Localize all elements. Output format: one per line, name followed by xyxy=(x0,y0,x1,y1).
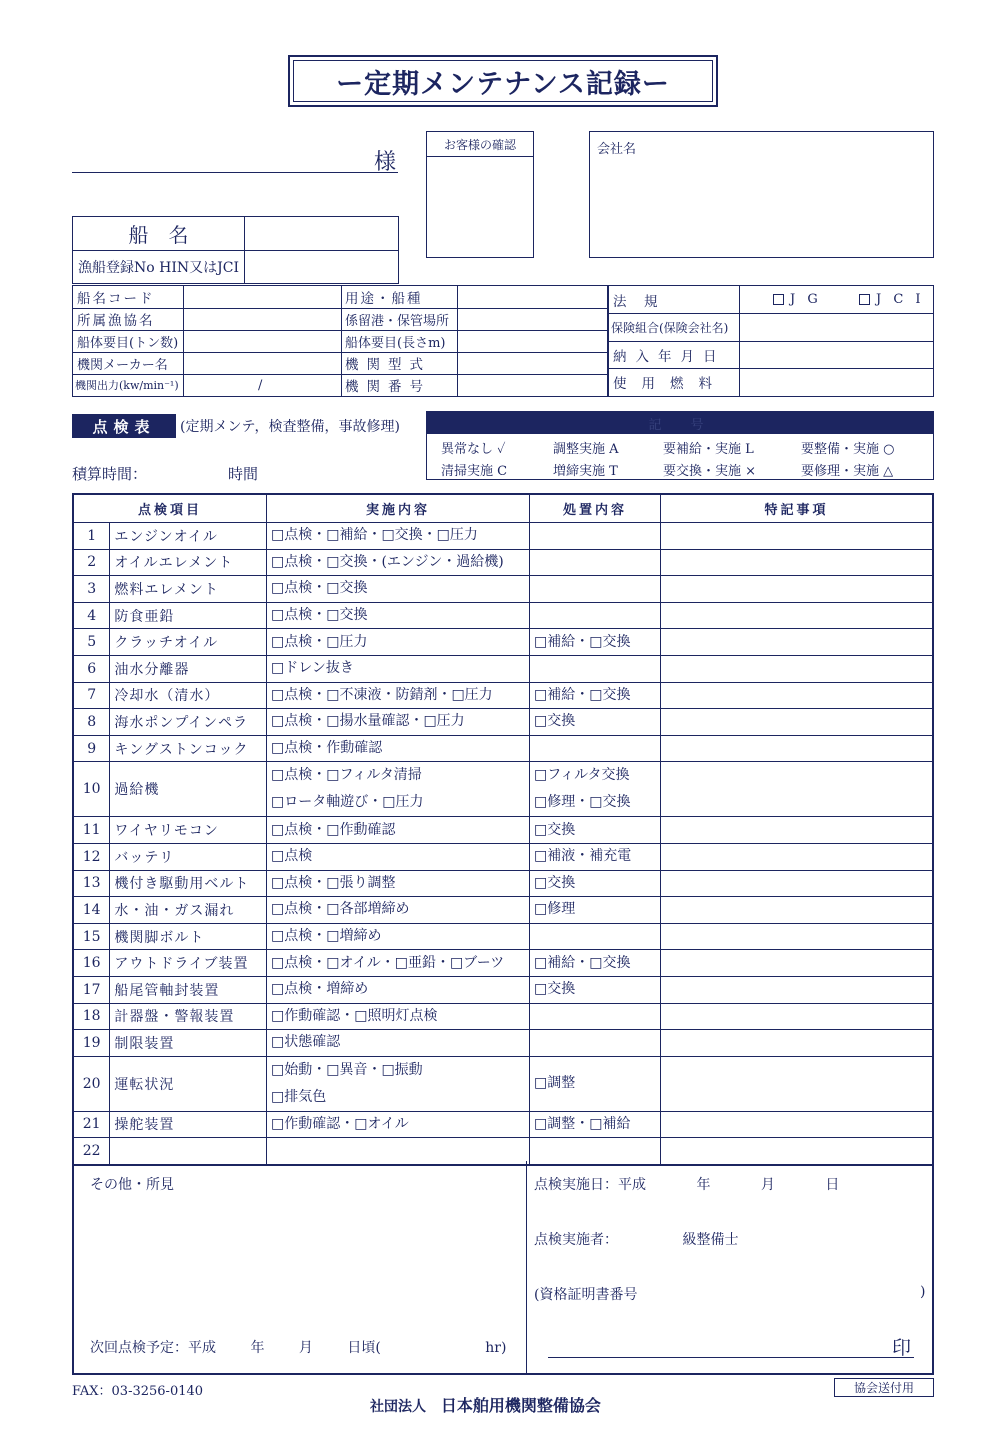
law-jg-option[interactable] xyxy=(773,286,822,313)
action-content[interactable] xyxy=(530,735,661,762)
action-line[interactable]: □補給・□交換 xyxy=(534,633,631,650)
legend-refill: 要補給・実施 L xyxy=(663,442,754,457)
work-content[interactable] xyxy=(267,1030,530,1057)
vessel-name-label: 船 名 xyxy=(73,217,245,251)
action-content[interactable] xyxy=(530,629,661,656)
inspection-item: 運転状況 xyxy=(110,1056,267,1111)
row-number: 5 xyxy=(73,629,110,656)
work-content[interactable] xyxy=(267,549,530,576)
work-line[interactable]: □点検・□交換・(エンジン・過給機) xyxy=(271,553,504,570)
legend-clean: 清掃実施 C xyxy=(441,464,508,479)
table-row xyxy=(73,576,933,603)
action-content[interactable] xyxy=(530,1003,661,1030)
customer-name-field[interactable] xyxy=(72,140,398,173)
company-box[interactable] xyxy=(589,131,934,258)
work-line[interactable]: □点検・□不凍液・防錆剤・□圧力 xyxy=(271,686,493,703)
notes-field[interactable] xyxy=(661,655,934,682)
inspection-item: 燃料エレメント xyxy=(110,576,267,603)
row-number: 12 xyxy=(73,843,110,870)
table-row xyxy=(73,523,933,550)
registration-label: 漁船登録No HIN又はJCI xyxy=(73,251,245,283)
notes-field[interactable] xyxy=(661,897,934,924)
delivery-date-field[interactable] xyxy=(740,341,933,368)
ship-code-label: 船名コード xyxy=(77,291,155,307)
legend-service: 要整備・実施 ○ xyxy=(801,442,895,457)
table-row xyxy=(73,870,933,897)
row-number: 18 xyxy=(73,1003,110,1030)
title-frame xyxy=(288,55,718,107)
action-content[interactable] xyxy=(530,709,661,736)
work-content[interactable] xyxy=(267,870,530,897)
table-row xyxy=(73,1111,933,1138)
date-month-label: 月 xyxy=(760,1177,775,1193)
work-line[interactable]: □点検・□圧力 xyxy=(271,633,368,650)
inspection-item: 船尾管軸封装置 xyxy=(110,976,267,1003)
action-line[interactable]: □修理 xyxy=(534,901,576,918)
work-content[interactable] xyxy=(267,923,530,950)
work-line[interactable]: □点検・□張り調整 xyxy=(271,874,396,891)
inspection-item: ワイヤリモコン xyxy=(110,817,267,844)
action-content[interactable] xyxy=(530,576,661,603)
col-item-header: 点検項目 xyxy=(73,494,267,523)
page-title: ー定期メンテナンス記録ー xyxy=(293,60,713,102)
fuel-field[interactable] xyxy=(740,368,933,396)
action-line[interactable]: □交換 xyxy=(534,713,576,730)
action-content[interactable] xyxy=(530,843,661,870)
work-content[interactable] xyxy=(267,523,530,550)
row-number: 13 xyxy=(73,870,110,897)
notes-field[interactable] xyxy=(661,523,934,550)
row-number: 22 xyxy=(73,1138,110,1165)
work-content[interactable] xyxy=(267,1111,530,1138)
action-content[interactable] xyxy=(530,655,661,682)
inspection-item: 操舵装置 xyxy=(110,1111,267,1138)
inspection-item: 防食亜鉛 xyxy=(110,602,267,629)
inspection-item: 油水分離器 xyxy=(110,655,267,682)
notes-field[interactable] xyxy=(661,735,934,762)
fuel-label: 使用燃料 xyxy=(613,376,727,392)
next-day-label: 日頃( xyxy=(347,1340,381,1356)
legend-ok: 異常なし ✓ xyxy=(441,442,506,457)
inspection-item: クラッチオイル xyxy=(110,629,267,656)
table-row xyxy=(73,735,933,762)
table-row xyxy=(73,602,933,629)
work-line[interactable]: □状態確認 xyxy=(271,1034,341,1051)
length-label: 船体要目(長さm) xyxy=(345,335,446,351)
tonnage-field[interactable] xyxy=(184,330,341,352)
action-line[interactable]: □交換 xyxy=(534,821,576,838)
legend-row-2 xyxy=(427,457,933,479)
col-notes-header: 特記事項 xyxy=(661,494,934,523)
engine-output-field[interactable] xyxy=(184,374,341,396)
col-work-header: 実施内容 xyxy=(267,494,530,523)
work-line[interactable]: □点検 xyxy=(271,848,313,865)
row-number: 14 xyxy=(73,897,110,924)
work-content[interactable] xyxy=(267,735,530,762)
legend-box xyxy=(426,411,934,480)
work-content[interactable] xyxy=(267,1056,530,1111)
delivery-date-label: 納入年月日 xyxy=(613,348,726,365)
inspector-grade: 級整備士 xyxy=(682,1232,739,1248)
work-line[interactable]: □点検・□揚水量確認・□圧力 xyxy=(271,713,465,730)
next-hr-label: hr) xyxy=(485,1340,507,1356)
work-line[interactable]: □点検・□作動確認 xyxy=(271,821,396,838)
length-field[interactable] xyxy=(458,330,606,352)
work-line[interactable]: □点検・□オイル・□亜鉛・□ブーツ xyxy=(271,954,505,971)
next-inspection-label: 次回点検予定：平成 xyxy=(90,1340,216,1356)
law-jg-label: J G xyxy=(790,292,822,307)
action-content[interactable] xyxy=(530,602,661,629)
notes-field[interactable] xyxy=(661,1111,934,1138)
work-content[interactable] xyxy=(267,950,530,977)
inspection-item: エンジンオイル xyxy=(110,523,267,550)
inspection-date-label: 点検実施日：平成 xyxy=(534,1177,646,1193)
notes-field[interactable] xyxy=(661,629,934,656)
notes-field[interactable] xyxy=(661,709,934,736)
info-grid xyxy=(72,285,934,397)
port-field[interactable] xyxy=(458,308,606,330)
inspection-item: キングストンコック xyxy=(110,735,267,762)
engine-number-label: 機関番号 xyxy=(345,379,431,395)
table-row xyxy=(73,1030,933,1057)
legend-replace: 要交換・実施 × xyxy=(663,464,757,479)
table-row xyxy=(73,1003,933,1030)
action-line[interactable]: □フィルタ交換 xyxy=(534,767,630,784)
inspection-body xyxy=(73,523,933,1165)
inspector-label: 点検実施者： xyxy=(534,1232,618,1248)
work-line[interactable]: □始動・□異音・□振動 xyxy=(271,1061,423,1078)
next-month-label: 月 xyxy=(298,1340,313,1356)
action-content[interactable] xyxy=(530,762,661,817)
ship-code-field[interactable] xyxy=(184,286,341,308)
row-number: 16 xyxy=(73,950,110,977)
hours-unit: 時間 xyxy=(228,465,259,483)
engine-model-label: 機関型式 xyxy=(345,357,431,373)
remarks-field[interactable] xyxy=(84,1197,514,1327)
hours-field[interactable] xyxy=(150,460,224,482)
port-label: 係留港・保管場所 xyxy=(345,313,450,329)
table-row xyxy=(73,709,933,736)
row-number: 9 xyxy=(73,735,110,762)
legend-row-1 xyxy=(427,434,933,457)
inspection-table xyxy=(72,493,934,1166)
action-content[interactable] xyxy=(530,523,661,550)
inspection-item: 海水ポンプインペラ xyxy=(110,709,267,736)
table-row xyxy=(73,682,933,709)
insurance-label: 保険組合(保険会社名) xyxy=(611,320,729,335)
notes-field[interactable] xyxy=(661,976,934,1003)
table-row xyxy=(73,762,933,817)
action-line[interactable]: □交換 xyxy=(534,981,576,998)
work-content[interactable] xyxy=(267,843,530,870)
next-inspection-line xyxy=(90,1337,506,1357)
table-row xyxy=(73,923,933,950)
tonnage-label: 船体要目(トン数) xyxy=(77,335,179,351)
action-content[interactable] xyxy=(530,897,661,924)
work-line[interactable]: □点検・□増締め xyxy=(271,928,382,945)
action-line[interactable]: □補給・□交換 xyxy=(534,954,631,971)
action-line[interactable]: □補給・□交換 xyxy=(534,686,631,703)
cooperative-label: 所属漁協名 xyxy=(77,313,155,329)
table-row xyxy=(73,897,933,924)
inspection-item: バッテリ xyxy=(110,843,267,870)
notes-field[interactable] xyxy=(661,817,934,844)
notes-field[interactable] xyxy=(661,843,934,870)
law-jci-option[interactable] xyxy=(859,286,925,313)
law-jg-checkbox[interactable] xyxy=(773,294,784,305)
row-number: 2 xyxy=(73,549,110,576)
row-number: 7 xyxy=(73,682,110,709)
inspection-item: 機関脚ボルト xyxy=(110,923,267,950)
action-content[interactable] xyxy=(530,870,661,897)
work-content[interactable] xyxy=(267,682,530,709)
work-content[interactable] xyxy=(267,817,530,844)
table-row xyxy=(73,976,933,1003)
law-label: 法 規 xyxy=(613,293,660,310)
action-line[interactable]: □交換 xyxy=(534,874,576,891)
work-line[interactable]: □ロータ軸遊び・□圧力 xyxy=(271,794,424,811)
hours-label: 積算時間： xyxy=(72,465,148,483)
table-row xyxy=(73,655,933,682)
work-line[interactable]: □排気色 xyxy=(271,1088,327,1105)
notes-field[interactable] xyxy=(661,549,934,576)
legend-title: 記 号 xyxy=(427,412,933,434)
row-number: 17 xyxy=(73,976,110,1003)
notes-field[interactable] xyxy=(661,682,934,709)
action-content[interactable] xyxy=(530,950,661,977)
action-content[interactable] xyxy=(530,1111,661,1138)
action-content[interactable] xyxy=(530,549,661,576)
notes-field[interactable] xyxy=(661,870,934,897)
notes-field[interactable] xyxy=(661,602,934,629)
footer-box xyxy=(72,1161,934,1375)
law-jci-checkbox[interactable] xyxy=(859,294,870,305)
action-line[interactable]: □調整 xyxy=(534,1075,576,1092)
work-line[interactable]: □点検・作動確認 xyxy=(271,740,383,757)
inspection-item: 水・油・ガス漏れ xyxy=(110,897,267,924)
work-line[interactable]: □点検・□交換 xyxy=(271,607,368,624)
action-line[interactable]: □調整・□補給 xyxy=(534,1115,631,1132)
remarks-label: その他・所見 xyxy=(90,1177,174,1193)
inspection-item: 計器盤・警報装置 xyxy=(110,1003,267,1030)
registration-field[interactable] xyxy=(245,251,398,283)
work-line[interactable]: □点検・□各部増締め xyxy=(271,901,410,918)
row-number: 8 xyxy=(73,709,110,736)
row-number: 1 xyxy=(73,523,110,550)
notes-field[interactable] xyxy=(661,950,934,977)
notes-field[interactable] xyxy=(661,576,934,603)
row-number: 20 xyxy=(73,1056,110,1111)
table-row xyxy=(73,817,933,844)
work-content[interactable] xyxy=(267,976,530,1003)
row-number: 3 xyxy=(73,576,110,603)
next-year-label: 年 xyxy=(250,1340,265,1356)
inspection-item: アウトドライブ装置 xyxy=(110,950,267,977)
inspection-item: オイルエレメント xyxy=(110,549,267,576)
vessel-name-field[interactable] xyxy=(245,217,398,251)
inspection-heading: 点検表 xyxy=(72,414,176,438)
cooperative-field[interactable] xyxy=(184,308,341,330)
association-copy-box: 協会送付用 xyxy=(834,1378,934,1397)
signature-line[interactable] xyxy=(548,1321,914,1358)
action-content[interactable] xyxy=(530,1030,661,1057)
insurance-field[interactable] xyxy=(740,313,933,341)
certificate-close: ) xyxy=(920,1284,926,1300)
notes-field[interactable] xyxy=(661,1003,934,1030)
output-separator: / xyxy=(258,377,263,393)
usage-field[interactable] xyxy=(458,286,606,308)
notes-field[interactable] xyxy=(661,923,934,950)
inspection-date-line xyxy=(534,1174,839,1194)
fax-number: FAX：03-3256-0140 xyxy=(72,1384,204,1399)
action-content[interactable] xyxy=(530,1056,661,1111)
row-number: 15 xyxy=(73,923,110,950)
organization-prefix: 社団法人 xyxy=(370,1399,426,1415)
notes-field[interactable] xyxy=(661,1030,934,1057)
work-line[interactable]: □作動確認・□照明灯点検 xyxy=(271,1007,438,1024)
customer-suffix: 様 xyxy=(374,150,397,175)
action-content[interactable] xyxy=(530,817,661,844)
action-content[interactable] xyxy=(530,976,661,1003)
usage-label: 用途・船種 xyxy=(345,291,423,307)
seal-mark: 印 xyxy=(892,1337,912,1359)
work-line[interactable]: □点検・□交換 xyxy=(271,580,368,597)
inspection-heading-note: (定期メンテ，検査整備，事故修理) xyxy=(180,419,400,435)
legend-adjust: 調整実施 A xyxy=(553,442,619,457)
law-jci-label: J C I xyxy=(876,292,925,307)
table-row xyxy=(73,549,933,576)
company-label: 会社名 xyxy=(597,142,637,157)
vessel-box xyxy=(72,216,399,284)
row-number: 19 xyxy=(73,1030,110,1057)
row-number: 11 xyxy=(73,817,110,844)
work-line[interactable]: □点検・□補給・□交換・□圧力 xyxy=(271,527,478,544)
inspection-item: 機付き駆動用ベルト xyxy=(110,870,267,897)
inspection-item: 過給機 xyxy=(110,762,267,817)
engine-maker-field[interactable] xyxy=(184,352,341,374)
notes-field[interactable] xyxy=(661,762,934,817)
engine-model-field[interactable] xyxy=(458,352,606,374)
work-line[interactable]: □作動確認・□オイル xyxy=(271,1115,409,1132)
work-content[interactable] xyxy=(267,897,530,924)
work-line[interactable]: □ドレン抜き xyxy=(271,660,354,677)
customer-confirm-label: お客様の確認 xyxy=(427,132,533,157)
table-row xyxy=(73,629,933,656)
inspector-line xyxy=(534,1229,738,1249)
row-number: 10 xyxy=(73,762,110,817)
organization xyxy=(370,1393,601,1416)
legend-repair: 要修理・実施 △ xyxy=(801,464,894,479)
work-line[interactable]: □点検・□フィルタ清掃 xyxy=(271,767,422,784)
notes-field[interactable] xyxy=(661,1056,934,1111)
date-year-label: 年 xyxy=(696,1177,711,1193)
customer-confirm-box[interactable] xyxy=(426,131,534,258)
work-content[interactable] xyxy=(267,576,530,603)
row-number: 21 xyxy=(73,1111,110,1138)
action-content[interactable] xyxy=(530,923,661,950)
certificate-label: (資格証明書番号 xyxy=(534,1287,638,1303)
table-row xyxy=(73,950,933,977)
row-number: 6 xyxy=(73,655,110,682)
inspection-item: 冷却水（清水） xyxy=(110,682,267,709)
action-line[interactable]: □修理・□交換 xyxy=(534,794,631,811)
work-content[interactable] xyxy=(267,709,530,736)
work-content[interactable] xyxy=(267,629,530,656)
table-row xyxy=(73,1056,933,1111)
row-number: 4 xyxy=(73,602,110,629)
work-content[interactable] xyxy=(267,762,530,817)
work-content[interactable] xyxy=(267,602,530,629)
inspection-item: 制限装置 xyxy=(110,1030,267,1057)
action-line[interactable]: □補液・補充電 xyxy=(534,848,632,865)
inspection-header-row xyxy=(73,494,933,523)
work-content[interactable] xyxy=(267,655,530,682)
work-content[interactable] xyxy=(267,1003,530,1030)
col-action-header: 処置内容 xyxy=(530,494,661,523)
engine-number-field[interactable] xyxy=(458,374,606,396)
table-row xyxy=(73,843,933,870)
date-day-label: 日 xyxy=(825,1177,840,1193)
legend-tighten: 増締実施 T xyxy=(553,464,618,479)
action-content[interactable] xyxy=(530,682,661,709)
organization-name: 日本舶用機関整備協会 xyxy=(440,1396,601,1415)
work-line[interactable]: □点検・増締め xyxy=(271,981,369,998)
engine-output-label: 機関出力(kw/min⁻¹) xyxy=(75,379,179,392)
engine-maker-label: 機関メーカー名 xyxy=(77,357,168,373)
